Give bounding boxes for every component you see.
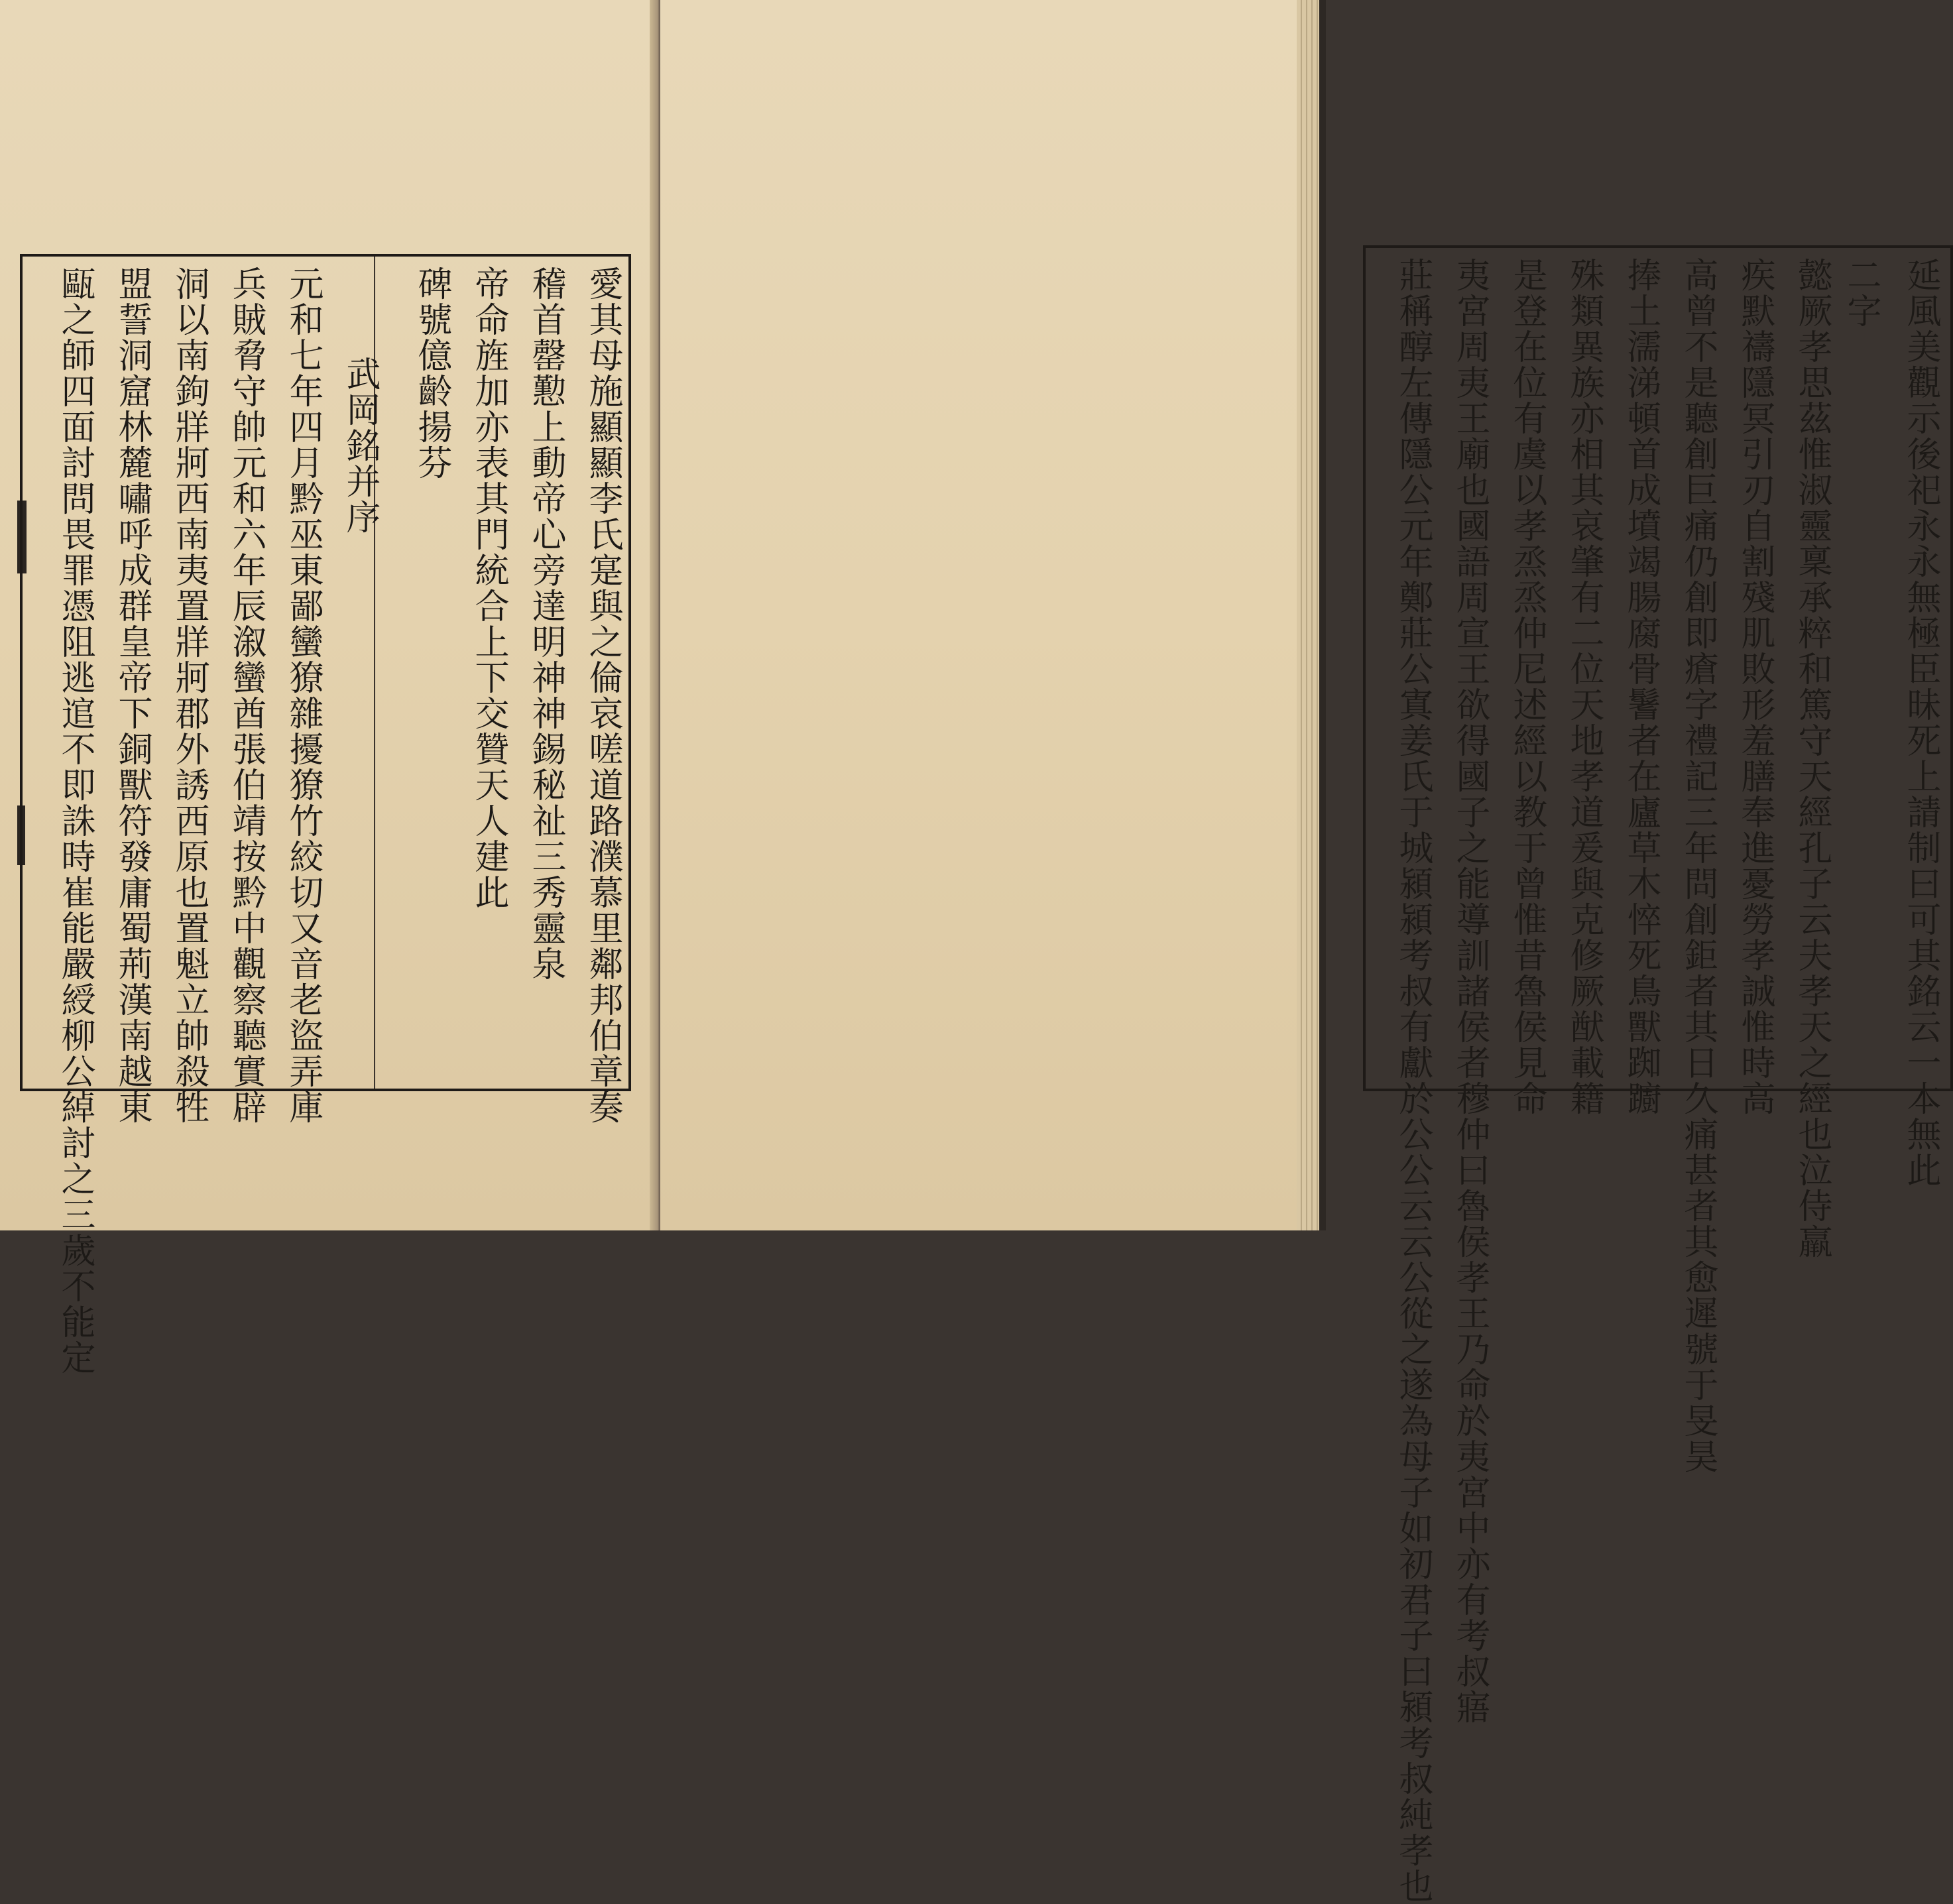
right-leaf: [660, 0, 1940, 1904]
right-page-frame: [1363, 245, 1953, 1904]
text-column: 愛其母施顯顯李氏寔與之倫哀嗟道路濮慕里鄰邦伯章奏: [583, 266, 622, 1125]
text-column: 盟誓洞窟林麓嘯呼成群皇帝下銅獸符發庸蜀荊漢南越東: [112, 266, 152, 1125]
text-column: 洞以南鉤牂牁西南夷置牂牁郡外誘西原也置魁立帥殺牲: [169, 266, 209, 1125]
text-column: 二字: [1841, 257, 1881, 329]
text-column: 延風美觀示後祀永永無極臣昧死上請制曰可其銘云一本無此: [1901, 257, 1940, 1188]
text-column: 懿厥孝思茲惟淑靈稟承粹和篤守天經孔子云夫孝天之經也泣侍羸: [1792, 257, 1832, 1260]
left-leaf: [0, 0, 656, 1376]
text-column: 莊稱醇左傳隱公元年鄭莊公寘姜氏于城潁潁考叔有獻於公公云云公從之遂為母子如初君子曰潁考叔純孝也: [1393, 257, 1433, 1904]
text-column: 是登在位有虞以孝烝烝仲尼述經以教于曾惟昔魯侯見命: [1507, 257, 1547, 1116]
text-column: 疾默禱隱冥引刃自割殘肌敗形羞膳奉進憂勞孝誠惟時高: [1735, 257, 1775, 1116]
text-column: 碑號億齡揚芬: [412, 266, 451, 481]
text-column: 稽首罄懃上動帝心旁達明神神錫秘祉三秀靈泉: [526, 266, 565, 982]
text-column: 殊類異族亦相其哀肇有二位天地孝道爰與克修厥猷載籍: [1564, 257, 1604, 1116]
text-column: 高曾不是聽創巨痛仍創即瘡字禮記三年問創鉅者其日久痛甚者其愈遲號于旻昊: [1678, 257, 1718, 1474]
section-title: 武岡銘并序: [340, 356, 380, 535]
book-edge-shadow: [1319, 0, 1326, 1230]
text-column: 捧土濡涕頓首成墳竭腸腐骨鬐者在廬草木悴死鳥獸踟躕: [1621, 257, 1661, 1116]
text-column: 元和七年四月黔巫東鄙蠻獠雜擾獠竹絞切又音老盜弄庫: [283, 266, 323, 1125]
text-column: 兵賊脅守帥元和六年辰溆蠻酋張伯靖按黔中觀察聽實辟: [226, 266, 266, 1125]
text-column: 夷宮周夷王廟也國語周宣王欲得國子之能導訓諸侯者穆仲曰魯侯孝王乃命於夷宮中亦有考叔寤: [1450, 257, 1490, 1725]
text-column: 帝命旌加亦表其門統合上下交贊天人建此: [469, 266, 508, 910]
left-page-frame: [20, 254, 631, 1376]
text-column: 甌之師四面討問畏罪憑阻逃逭不即誅時崔能嚴綬柳公綽討之三歲不能定: [55, 266, 95, 1376]
